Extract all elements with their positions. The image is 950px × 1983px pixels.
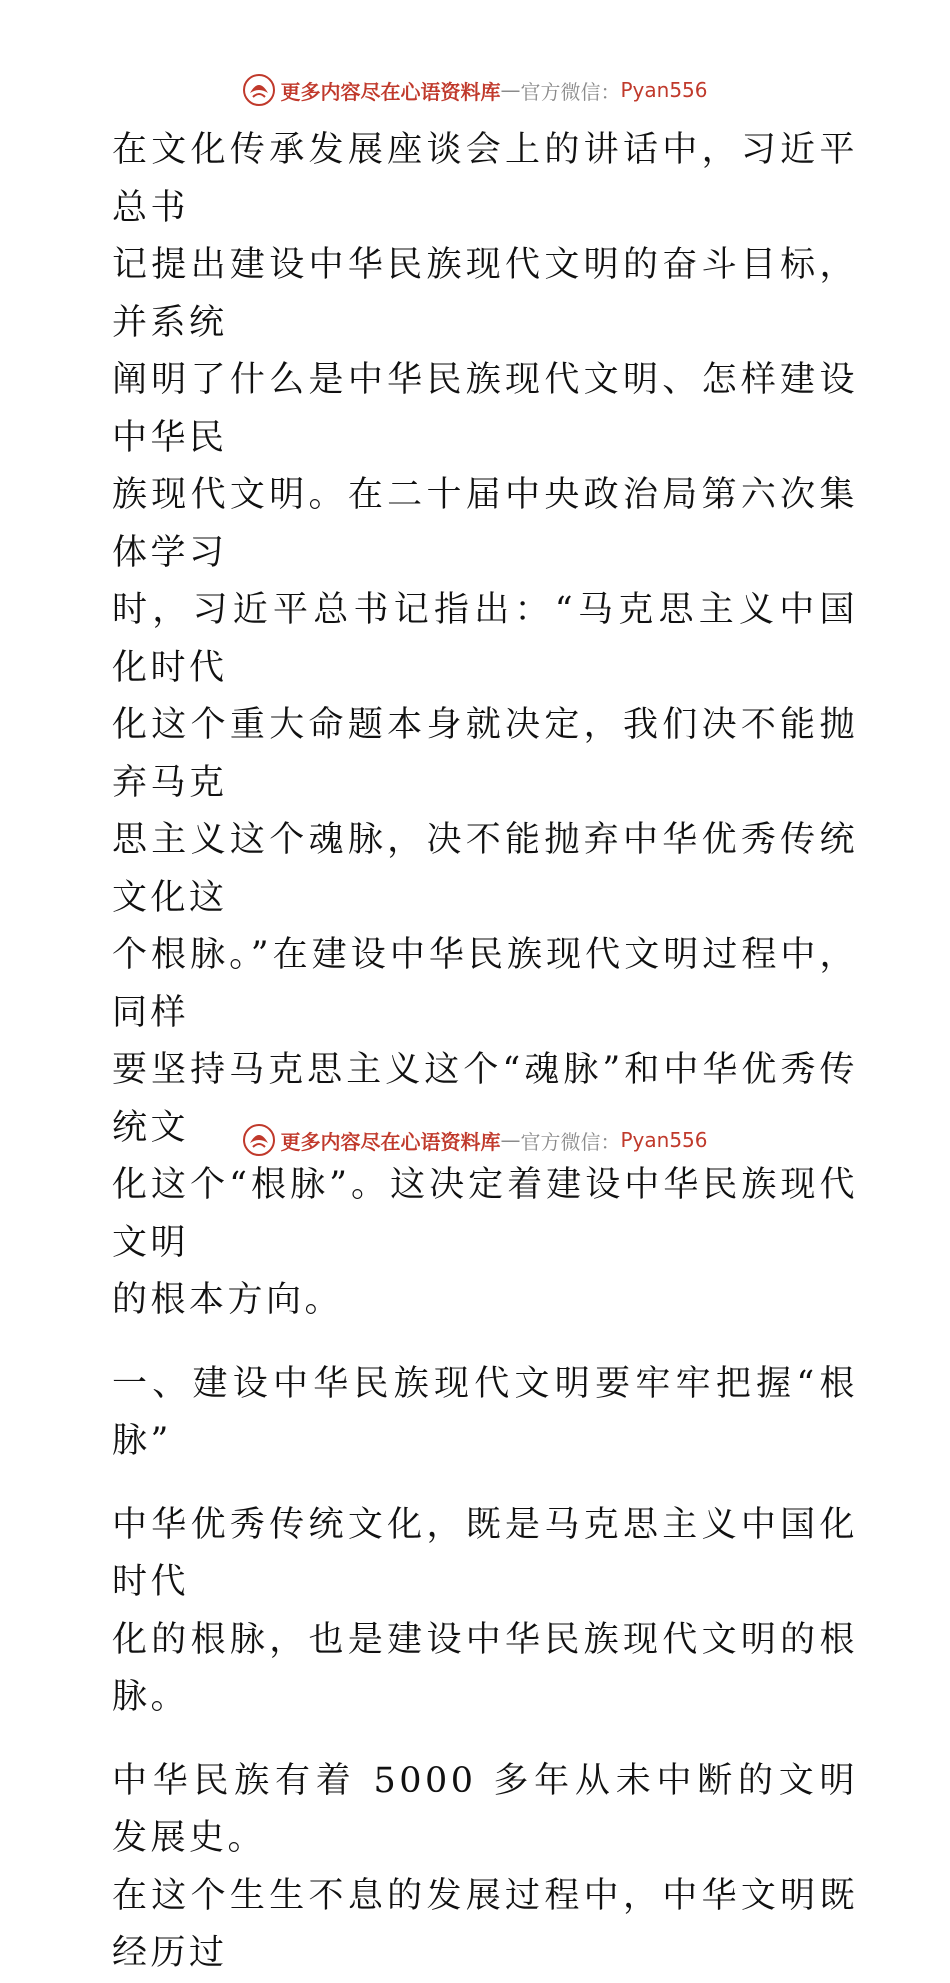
wechat-label: 官方微信： xyxy=(520,1129,621,1154)
wechat-id: Pyan556 xyxy=(620,1128,708,1152)
site-name-text: 更多内容尽在心语资料库 xyxy=(280,79,501,104)
paragraph-history xyxy=(98,1753,858,1983)
text-line: 族现代文明。在二十届中央政治局第六次集体学习 xyxy=(112,475,858,573)
wechat-id: Pyan556 xyxy=(620,78,708,102)
site-name-text: 更多内容尽在心语资料库 xyxy=(280,1129,501,1154)
section-heading xyxy=(98,1356,858,1471)
heading-line: 一、建设中华民族现代文明要牢牢把握“根脉” xyxy=(112,1363,858,1461)
banner-separator: — xyxy=(500,1128,521,1152)
banner-separator: — xyxy=(500,78,521,102)
text-line: 中华优秀传统文化，既是马克思主义中国化时代 xyxy=(112,1504,858,1602)
text-line: 思主义这个魂脉，决不能抛弃中华优秀传统文化这 xyxy=(112,820,858,918)
text-line: 中华民族有着 5000 多年从未中断的文明发展史。 xyxy=(112,1760,858,1858)
text-line: 化这个“根脉”。这决定着建设中华民族现代文明 xyxy=(112,1165,858,1263)
text-line: 阐明了什么是中华民族现代文明、怎样建设中华民 xyxy=(112,360,858,458)
footer-watermark-banner xyxy=(0,1120,950,1160)
paragraph-root-vein xyxy=(98,1497,858,1727)
text-line: 个根脉。”在建设中华民族现代文明过程中，同样 xyxy=(112,935,858,1033)
text-line: 的根本方向。 xyxy=(112,1280,344,1320)
text-line: 时，习近平总书记指出：“马克思主义中国化时代 xyxy=(112,590,858,688)
text-line: 化的根脉，也是建设中华民族现代文明的根脉。 xyxy=(112,1619,858,1717)
text-line: 要坚持马克思主义这个“魂脉”和中华优秀传统文 xyxy=(112,1050,858,1148)
text-line: 化这个重大命题本身就决定，我们决不能抛弃马克 xyxy=(112,705,858,803)
text-line: 在文化传承发展座谈会上的讲话中，习近平总书 xyxy=(112,130,858,228)
lotus-logo-icon xyxy=(242,1123,276,1157)
document-body xyxy=(98,122,858,1983)
wechat-label: 官方微信： xyxy=(520,79,621,104)
lotus-logo-icon xyxy=(242,73,276,107)
text-line: 在这个生生不息的发展过程中，中华文明既经历过 xyxy=(112,1875,858,1973)
header-watermark-banner xyxy=(0,70,950,110)
text-line: 记提出建设中华民族现代文明的奋斗目标，并系统 xyxy=(112,245,858,343)
